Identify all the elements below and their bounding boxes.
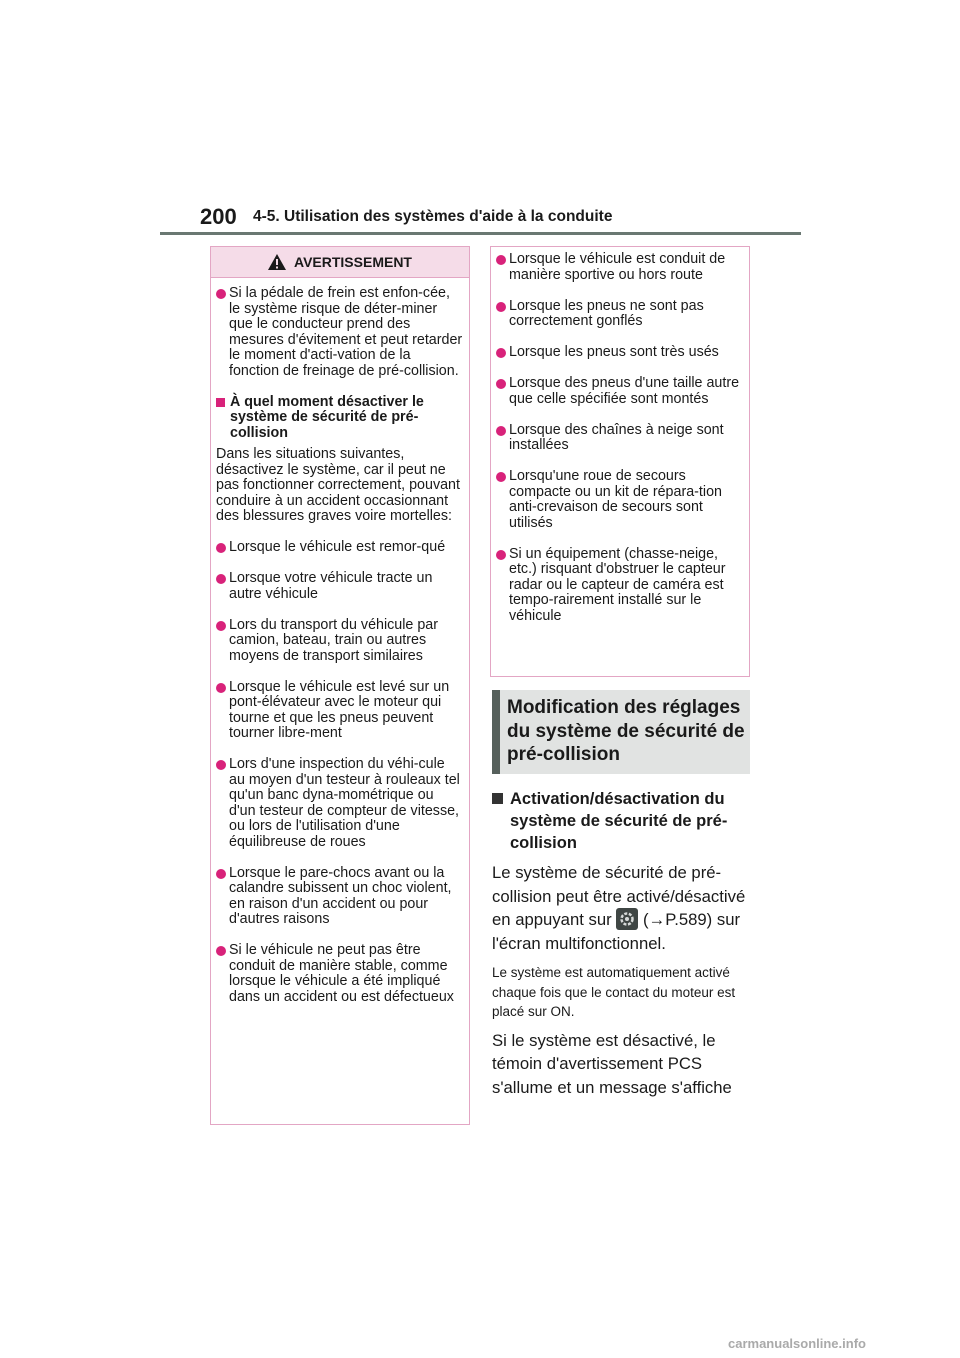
bullet-text: Lorsque des chaînes à neige sont installées	[509, 421, 724, 453]
bullet-text: Lorsque votre véhicule tracte un autre véhicule	[229, 570, 433, 602]
warning-bullet-item	[496, 252, 743, 283]
body-before-icon: Le système de sécurité de pré-collision peut être activé/désactivé en appuyant sur	[492, 863, 746, 929]
bullet-dot	[216, 946, 226, 956]
warning-bullet-item	[216, 571, 463, 602]
warning-bullet-item	[496, 469, 743, 531]
warning-header	[211, 247, 469, 278]
small-note: Le système est automatiquement activé chaque fois que le contact du moteur est placé sur ON.	[492, 965, 736, 1019]
left-bullet-list	[216, 540, 463, 1005]
warning-bullet-item	[216, 618, 463, 665]
warning-box-right	[490, 246, 750, 677]
modification-box	[492, 690, 750, 774]
activation-heading-text: Activation/désactivation du système de sécurité de pré-collision	[510, 790, 728, 852]
bullet-dot	[496, 472, 506, 482]
bullet-dot	[496, 348, 506, 358]
warning-title: AVERTISSEMENT	[294, 254, 412, 270]
warning-bullet-item	[496, 345, 743, 361]
gear-icon	[616, 908, 638, 930]
bullet-dot	[216, 543, 226, 553]
warning-body	[211, 278, 469, 1005]
bullet-text: Lorsque le pare-chocs avant ou la calandre subissent un choc violent, en raison d'un accident ou pour d'autres raisons	[229, 864, 452, 927]
warning-bullet-item	[216, 540, 463, 556]
bullet-dot	[496, 550, 506, 560]
bullet-text: Si le véhicule ne peut pas être conduit de manière stable, comme lorsque le véhicule a été impliqué dans un accident ou est défectueux	[229, 942, 454, 1005]
subheading-text: À quel moment désactiver le système de sécurité de pré-collision	[230, 393, 424, 441]
bullet-dot	[496, 302, 506, 312]
right-bullet-list	[496, 252, 743, 624]
warning-box-left	[210, 246, 470, 1125]
bullet-text: Si la pédale de frein est enfon-cée, le système risque de déter-miner que le conducteur prend des mesures d'évitement et peut retarder le moment d'acti-vation de la fonction de freinage de pré-collision.	[229, 285, 463, 379]
bullet-text: Lorsque les pneus ne sont pas correctement gonflés	[509, 297, 704, 329]
bullet-text: Lorsque des pneus d'une taille autre que celle spécifiée sont montés	[509, 375, 740, 407]
warning-bullet-item	[496, 547, 743, 625]
header-rule	[160, 232, 801, 235]
bullet-dot	[216, 760, 226, 770]
disable-paragraph: Dans les situations suivantes, désactivez le système, car il peut ne pas fonctionner correctement, pouvant conduire à un accident occasionnant des blessures graves voire mortelles:	[216, 446, 460, 524]
bullet-dot	[496, 426, 506, 436]
bullet-dot	[216, 621, 226, 631]
warning-triangle-icon	[268, 254, 286, 270]
subheading-when-disable	[216, 395, 463, 442]
body-text-2: Si le système est désactivé, le témoin d'avertissement PCS s'allume et un message s'affiche	[492, 1030, 732, 1097]
bullet-text: Lorsque le véhicule est conduit de manière sportive ou hors route	[509, 251, 726, 283]
warning-bullet-item	[216, 757, 463, 850]
bullet-dot	[216, 683, 226, 693]
section-title: 4-5. Utilisation des systèmes d'aide à la conduite	[253, 208, 613, 225]
bullet-text: Si un équipement (chasse-neige, etc.) risquant d'obstruer le capteur radar ou le capteur de caméra est tempo-rairement installé sur le véhicule	[509, 545, 726, 624]
body-after-icon: (→P.589) sur l'écran multifonctionnel.	[492, 910, 741, 953]
warning-bullet-item	[496, 299, 743, 330]
bullet-text: Lors d'une inspection du véhi-cule au moyen d'un testeur à rouleaux tel qu'un banc dyna-mométrique ou d'un testeur de compteur de vitesse, ou lors de l'utilisation d'une équilibreuse de roues	[229, 756, 460, 850]
page-number: 200	[200, 204, 237, 229]
bullet-text: Lorsque les pneus sont très usés	[509, 344, 719, 360]
activation-heading	[492, 788, 750, 854]
watermark: carmanualsonline.info	[728, 1336, 866, 1351]
intro-bullet	[216, 286, 463, 379]
bullet-text: Lorsque le véhicule est remor-qué	[229, 539, 446, 555]
warning-bullet-item	[496, 423, 743, 454]
bullet-dot	[216, 289, 226, 299]
warning-bullet-item	[216, 866, 463, 928]
warning-body	[491, 247, 749, 624]
right-column	[492, 690, 750, 1099]
bullet-text: Lors du transport du véhicule par camion, bateau, train ou autres moyens de transport similaires	[229, 616, 439, 664]
bullet-dot	[496, 255, 506, 265]
bullet-dot	[216, 574, 226, 584]
activation-body	[492, 861, 750, 955]
warning-bullet-item	[496, 376, 743, 407]
square-bullet	[216, 398, 225, 407]
warning-bullet-item	[216, 680, 463, 742]
square-bullet	[492, 793, 503, 804]
warning-bullet-item	[216, 943, 463, 1005]
bullet-text: Lorsque le véhicule est levé sur un pont-élévateur avec le moteur qui tourne et que les pneus peuvent tourner libre-ment	[229, 678, 450, 741]
bullet-text: Lorsqu'une roue de secours compacte ou un kit de répara-tion anti-crevaison de secours sont utilisés	[509, 468, 722, 531]
bullet-dot	[496, 379, 506, 389]
bullet-dot	[216, 869, 226, 879]
modification-title: Modification des réglages du système de sécurité de pré-collision	[507, 697, 745, 765]
